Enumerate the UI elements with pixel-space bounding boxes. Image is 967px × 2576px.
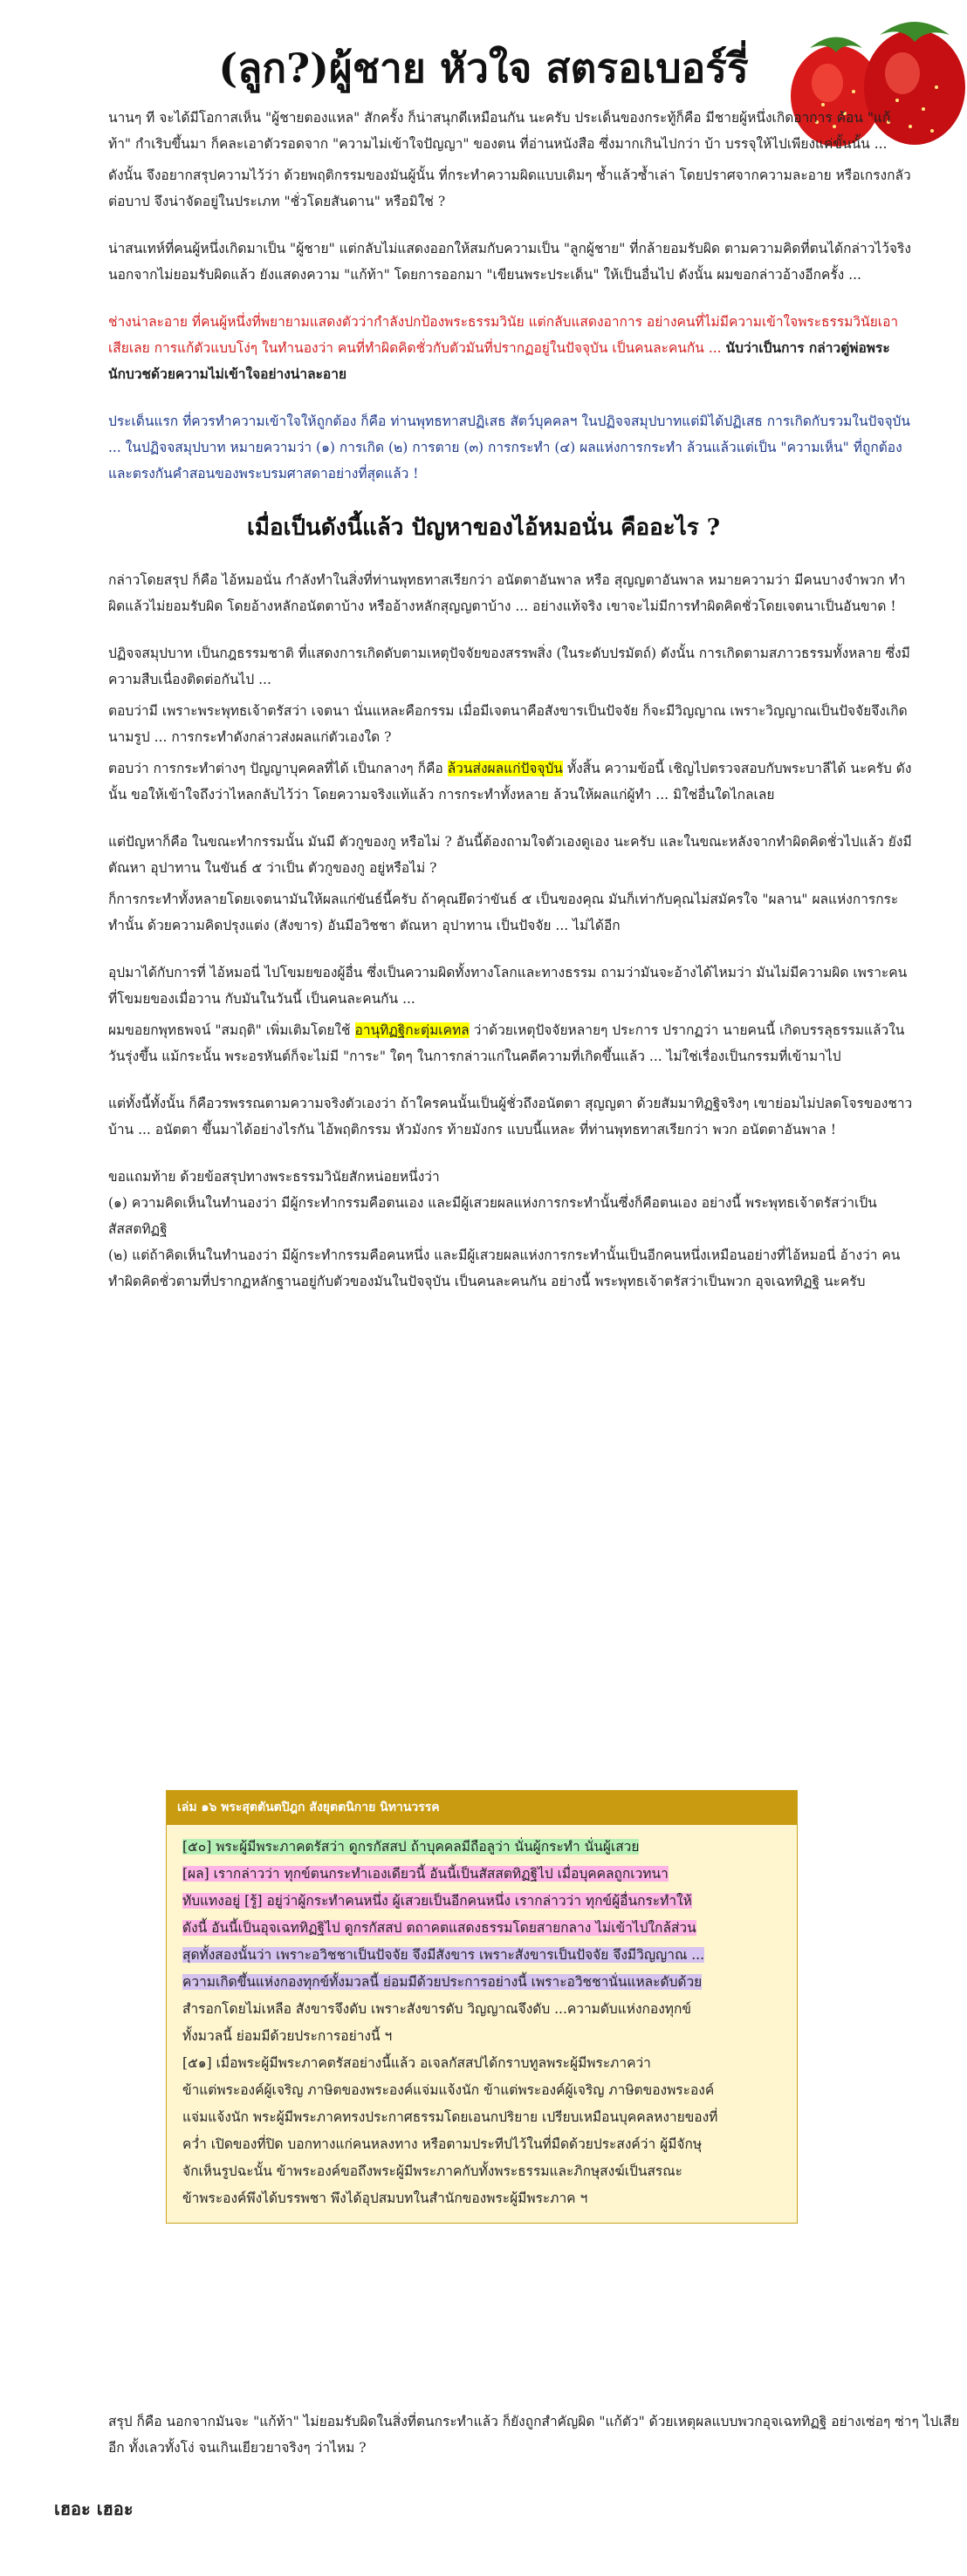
scripture-line: [๕๑] เมื่อพระผู้มีพระภาคตรัสอย่างนี้แล้ว อเจลกัสสปได้กราบทูลพระผู้มีพระภาคว่า bbox=[182, 2055, 651, 2071]
scripture-line-text: [ผล] เรากล่าวว่า ทุกข์ตนกระทำเองเดียวนี้ อันนี้เป็นสัสสตทิฏฐิไป เมื่อบุคคลถูกเวทนา bbox=[182, 1866, 669, 1882]
scripture-line bbox=[182, 1915, 785, 1942]
scripture-line-text: สุดทั้งสองนั้นว่า เพราะอวิชชาเป็นปัจจัย จึงมีสังขาร เพราะสังขารเป็นปัจจัย จึงมีวิญญาณ ... bbox=[182, 1947, 705, 1963]
scripture-line: คว่ำ เปิดของที่ปิด บอกทางแก่คนหลงทาง หรือตามประทีปไว้ในที่มืดด้วยประสงค์ว่า ผู้มีจักษุ bbox=[182, 2136, 703, 2152]
paragraph-3-bold: นับว่าเป็นการ กล่าวตู่พ่อพระนักบวชด้วยความไม่เข้าใจอย่างน่าละอาย bbox=[108, 339, 890, 382]
scripture-line-text: [๕๐] พระผู้มีพระภาคตรัสว่า ดูกรกัสสป ถ้าบุคคลมีถือลูว่า นั่นผู้กระทำ นั่นผู้เสวย bbox=[182, 1839, 640, 1855]
highlight-text-1: ล้วนส่งผลแก่ปัจจุบัน bbox=[447, 761, 563, 776]
paragraph-6c-text-end: ทั้งสิ้น ความข้อนี้ เชิญไปตรวจสอบกับพระบาลีได้ นะครับ ดังนั้น ขอให้เข้าใจถึงว่าไหลกลับไว้ว่า โดยความจริงแท้แล้ว การกระทำทั้งหลาย ล้วนให้ผลแก่ผู้ทำ ... มิใช่อื่นใดไกลเลย bbox=[108, 761, 912, 803]
scripture-quote-box bbox=[166, 1790, 798, 2224]
scripture-line bbox=[182, 1834, 785, 1861]
scripture-line: สำรอกโดยไม่เหลือ สังขารจึงดับ เพราะสังขารดับ วิญญาณจึงดับ ...ความดับแห่งกองทุกข์ bbox=[182, 2001, 692, 2017]
scripture-line-text: ความเกิดขึ้นแห่งกองทุกข์ทั้งมวลนี้ ย่อมมีด้วยประการอย่างนี้ เพราะอวิชชานั่นแหละดับด้วย bbox=[182, 1974, 703, 1990]
highlight-text-2: อานุทิฏฐิกะตุ่มเคทล bbox=[354, 1022, 470, 1038]
article-body bbox=[54, 105, 913, 1321]
scripture-body bbox=[167, 1825, 797, 2223]
scripture-line-text: ทับแทงอยู่ [รู้] อยู่ว่าผู้กระทำคนหนึ่ง ผู้เสวยเป็นอีกคนหนึ่ง เรากล่าวว่า ทุกข์ผู้อื่นกระทำให้ bbox=[182, 1893, 692, 1909]
paragraph-7b: ก็การกระทำทั้งหลายโดยเจตนามันให้ผลแก่ขันธ์นี้ครับ ถ้าคุณยึดว่าขันธ์ ๕ เป็นของคุณ มันก็เท่ากับคุณไม่สมัครใจ "ผลาน" ผลแห่งการกระทำนั้น ด้วยความคิดปรุงแต่ง (สังขาร) อันมีอวิชชา ตัณหา อุปาทาน เป็นปัจจัย ... ไม่ได้อีก bbox=[108, 892, 899, 933]
paragraph-4: ประเด็นแรก ที่ควรทำความเข้าใจให้ถูกต้อง ก็คือ ท่านพุทธทาสปฏิเสธ สัตว์บุคคลฯ ในปฏิจจสมุปบาทแต่มิได้ปฏิเสธ การเกิดกับรวมในปัจจุบัน ... ในปฏิจจสมุปบาท หมายความว่า (๑) การเกิด (๒) การตาย (๓) การกระทำ (๔) ผลแห่งการกระทำ ล้วนแล้วแต่เป็น "ความเห็น" ที่ถูกต้องและตรงกันคำสอนของพระบรมศาสดาอย่างที่สุดแล้ว ! bbox=[108, 413, 910, 482]
paragraph-5: กล่าวโดยสรุป ก็คือ ไอ้หมอนั่น กำลังทำในสิ่งที่ท่านพุทธทาสเรียกว่า อนัตตาอันพาล หรือ สุญญตาอันพาล หมายความว่า มีคนบางจำพวก ทำผิดแล้วไม่ยอมรับผิด โดยอ้างหลักอนัตตาบ้าง หรืออ้างหลักสุญญตาบ้าง ... อย่างแท้จริง เขาจะไม่มีการทำผิดคิดชั่วโดยเจตนาเป็นอันขาด ! bbox=[108, 572, 906, 614]
paragraph-8b bbox=[54, 1017, 913, 1069]
scripture-line bbox=[182, 1942, 785, 1969]
paragraph-2: น่าสนเทห์ที่คนผู้หนึ่งเกิดมาเป็น "ผู้ชาย" แต่กลับไม่แสดงออกให้สมกับความเป็น "ลูกผู้ชาย" ที่กล้ายอมรับผิด ตามความคิดที่ตนได้กล่าวไว้จริง นอกจากไม่ยอมรับผิดแล้ว ยังแสดงความ "แก้ท้า" โดยการออกมา "เขียนพระประเด็น" ให้เป็นอื่นไป ดังนั้น ผมขอกล่าวอ้างอีกครั้ง ... bbox=[108, 241, 911, 283]
paragraph-1a: นานๆ ที จะได้มีโอกาสเห็น "ผู้ชายตองแหล" สักครั้ง ก็น่าสนุกดีเหมือนกัน นะครับ ประเด็นของกระทู้ก็คือ มีชายผู้หนึ่งเกิดอาการ ค้อน "แก้ท้า" กำเริบขึ้นมา ก็คละเอาตัวรอดจาก "ความไม่เข้าใจปัญญา" ของตน ที่อ่านหนังสือ ซึ่งมากเกินไปกว่า บ้า บรรจุให้ไปเพียงแค่ขั้นนั้น ... bbox=[108, 110, 891, 152]
scripture-line bbox=[182, 1969, 785, 1996]
paragraph-6a: ปฏิจจสมุปบาท เป็นกฎธรรมชาติ ที่แสดงการเกิดดับตามเหตุปัจจัยของสรรพสิ่ง (ในระดับปรมัตถ์) ดังนั้น การเกิดตามสภาวธรรมทั้งหลาย ซึ่งมีความสืบเนื่องติดต่อกันไป ... bbox=[108, 646, 910, 687]
section-heading: เมื่อเป็นดังนี้แล้ว ปัญหาของไอ้หมอนั่น คืออะไร ? bbox=[246, 515, 721, 541]
paragraph-6c-text: ตอบว่า การกระทำต่างๆ ปัญญาบุคคลที่ได้ เป็นกลางๆ ก็คือ bbox=[108, 761, 448, 776]
scripture-line: แจ่มแจ้งนัก พระผู้มีพระภาคทรงประกาศธรรมโดยเอนกปริยาย เปรียบเหมือนบุคคลหงายของที่ bbox=[182, 2109, 718, 2125]
scripture-line bbox=[182, 1861, 785, 1888]
paragraph-8a: อุปมาได้กับการที่ ไอ้หมอนี่ ไปโขมยของผู้อื่น ซึ่งเป็นความผิดทั้งทางโลกและทางธรรม ถามว่ามันจะอ้างได้ไหมว่า มันไม่มีความผิด เพราะคนที่โขมยของเมื่อวาน กับมันในวันนี้ เป็นคนละคนกัน ... bbox=[108, 965, 908, 1007]
scripture-line: ทั้งมวลนี้ ย่อมมีด้วยประการอย่างนี้ ฯ bbox=[182, 2028, 393, 2044]
scripture-line: ข้าพระองค์พึงได้บรรพชา พึงได้อุปสมบทในสำนักของพระผู้มีพระภาค ฯ bbox=[182, 2190, 588, 2206]
scripture-line: จักเห็นรูปฉะนั้น ข้าพระองค์ขอถึงพระผู้มีพระภาคกับทั้งพระธรรมและภิกษุสงฆ์เป็นสรณะ bbox=[182, 2163, 682, 2179]
paragraph-7a: แต่ปัญหาก็คือ ในขณะทำกรรมนั้น มันมี ตัวกูของกู หรือไม่ ? อันนี้ต้องถามใจตัวเองดูเอง นะครับ และในขณะหลังจากทำผิดคิดชั่วไปแล้ว ยังมี ตัณหา อุปาทาน ในขันธ์ ๕ ว่าเป็น ตัวกูของกู อยู่หรือไม่ ? bbox=[108, 834, 912, 876]
list-item: (๒) แต่ถ้าคิดเห็นในทำนองว่า มีผู้กระทำกรรมคือคนหนึ่ง และมีผู้เสวยผลแห่งการกระทำนั้นเป็นอีกคนหนึ่งเหมือนอย่างที่ไอ้หมอนี่ อ้างว่า คนทำผิดคิดชั่วตามที่ปรากฏหลักฐานอยู่กับตัวของมันในปัจจุบัน เป็นคนละคนกัน อย่างนี้ พระพุทธเจ้าตรัสว่าเป็นพวก อุจเฉททิฏฐิ นะครับ bbox=[108, 1247, 901, 1289]
list-item: (๑) ความคิดเห็นในทำนองว่า มีผู้กระทำกรรมคือตนเอง และมีผู้เสวยผลแห่งการกระทำนั้นซึ่งก็คือตนเอง อย่างนี้ พระพุทธเจ้าตรัสว่าเป็น สัสสตทิฏฐิ bbox=[108, 1195, 877, 1237]
paragraph-6b: ตอบว่ามี เพราะพระพุทธเจ้าตรัสว่า เจตนา นั่นแหละคือกรรม เมื่อมีเจตนาคือสังขารเป็นปัจจัย ก็จะมีวิญญาณ เพราะวิญญาณเป็นปัจจัยจึงเกิด นามรูป ... การกระทำดังกล่าวส่งผลแก่ตัวเองใด ? bbox=[108, 703, 908, 745]
paragraph-8b-text-end: ว่าด้วยเหตุปัจจัยหลายๆ ประการ ปรากฏว่า นายคนนี้ เกิดบรรลุธรรมแล้วในวันรุ่งขึ้น แม้กระนั้น พระอรหันต์ก็จะไม่มี "การะ" ใดๆ ในการกล่าวแก่ในคดีความที่เกิดขึ้นแล้ว ... ไม่ใช่เรื่องเป็นกรรมที่เข้ามาไป bbox=[108, 1022, 905, 1064]
scripture-line-text: ดังนี้ อันนี้เป็นอุจเฉททิฏฐิไป ดูกรกัสสป ตถาคตแสดงธรรมโดยสายกลาง ไม่เข้าไปใกล้ส่วน bbox=[182, 1920, 696, 1936]
paragraph-1b: ดังนั้น จึงอยากสรุปความไว้ว่า ด้วยพฤติกรรมของมันผู้นั้น ที่กระทำความผิดแบบเดิมๆ ซ้ำแล้วซ้ำเล่า โดยปราศจากความละอาย หรือเกรงกลัวต่อบาป จึงน่าจัดอยู่ในประเภท "ชั่วโดยสันดาน" หรือมิใช่ ? bbox=[108, 167, 911, 209]
signature: เฮอะ เฮอะ bbox=[54, 2498, 134, 2519]
list-intro: ขอแถมท้าย ด้วยข้อสรุปทางพระธรรมวินัยสักหน่อยหนึ่งว่า bbox=[108, 1169, 440, 1185]
scripture-header: เล่ม ๑๖ พระสุตตันตปิฎก สังยุตตนิกาย นิทานวรรค bbox=[167, 1791, 797, 1825]
page-title: (ลูก?)ผู้ชาย หัวใจ สตรอเบอร์รี่ bbox=[218, 44, 749, 92]
conclusion-list bbox=[54, 1164, 913, 1295]
paragraph-3-red: ช่างน่าละอาย ที่คนผู้หนึ่งที่พยายามแสดงตัวว่ากำลังปกป้องพระธรรมวินัย แต่กลับแสดงอาการ อย่างคนที่ไม่มีความเข้าใจพระธรรมวินัยเอาเสียเลย การแก้ตัวแบบโง่ๆ ในทำนองว่า คนที่ทำผิดคิดชั่วกับตัวมันที่ปรากฏอยู่ในปัจจุบัน เป็นคนละคนกัน ... bbox=[108, 314, 899, 356]
paragraph-8b-text: ผมขอยกพุทธพจน์ "สมฤติ" เพิ่มเติมโดยใช้ bbox=[108, 1022, 355, 1038]
closing-paragraph: สรุป ก็คือ นอกจากมันจะ "แก้ท้า" ไม่ยอมรับผิดในสิ่งที่ตนกระทำแล้ว ก็ยังถูกสำคัญผิด "แก้ตัว" ด้วยเหตุผลแบบพวกอุจเฉททิฏฐิ อย่างเซ่อๆ ซ่าๆ ไปเสียอีก ทั้งเลวทั้งโง่ จนเกินเยียวยาจริงๆ ว่าไหม ? bbox=[108, 2413, 960, 2456]
paragraph-3 bbox=[54, 309, 913, 387]
paragraph-6c bbox=[54, 755, 913, 808]
scripture-line: ข้าแต่พระองค์ผู้เจริญ ภาษิตของพระองค์แจ่มแจ้งนัก ข้าแต่พระองค์ผู้เจริญ ภาษิตของพระองค์ bbox=[182, 2082, 715, 2098]
paragraph-9: แต่ทั้งนี้ทั้งนั้น ก็คือวรพรรณตามความจริงตัวเองว่า ถ้าใครคนนั้นเป็นผู้ชั่วถึงอนัตตา สุญญตา ด้วยสัมมาทิฏฐิจริงๆ เขาย่อมไม่ปลดโจรของชาวบ้าน ... อนัตตา ขึ้นมาได้อย่างไรกัน ไอ้พฤติกรรม หัวมังกร ท้ายมังกร แบบนี้แหละ ที่ท่านพุทธทาสเรียกว่า พวก อนัตตาอันพาล ! bbox=[108, 1096, 913, 1138]
scripture-line bbox=[182, 1888, 785, 1915]
